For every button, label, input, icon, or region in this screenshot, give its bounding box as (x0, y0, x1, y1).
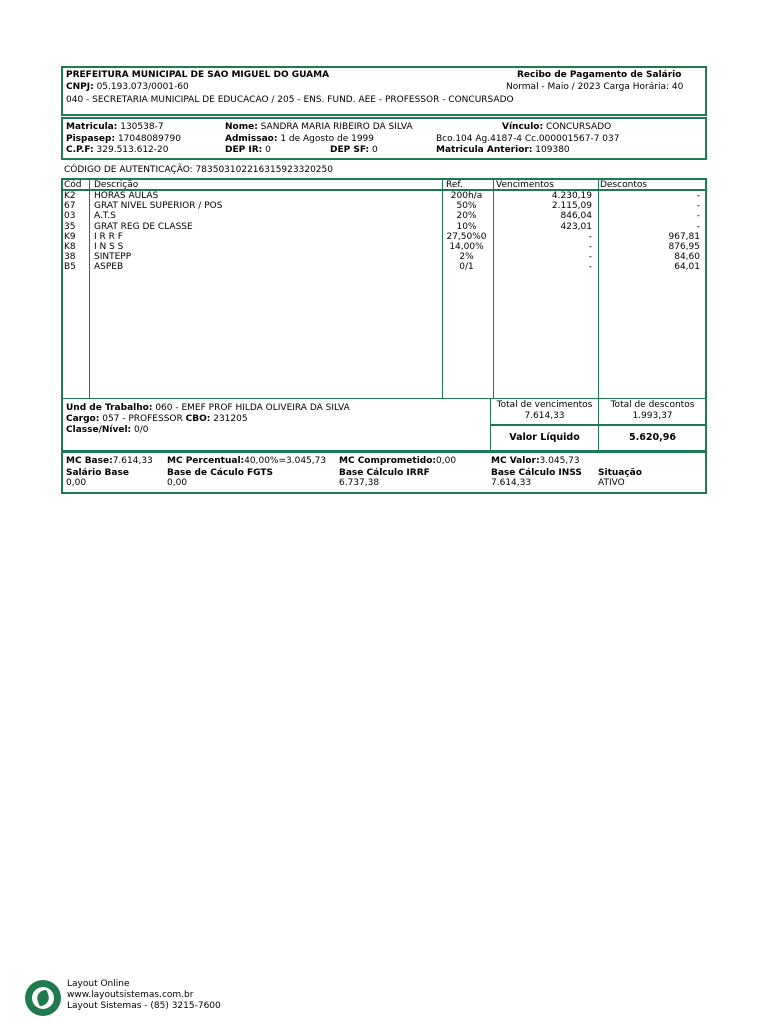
vinculo-label: Vínculo: (502, 122, 544, 132)
nome-value: SANDRA MARIA RIBEIRO DA SILVA (260, 122, 413, 132)
dep-ir-label: DEP IR: (225, 145, 263, 155)
row-desconto: 876,95 (668, 242, 700, 252)
header-desc: Descrição (94, 180, 139, 190)
row-venc: - (588, 242, 592, 252)
row-desconto: - (696, 211, 700, 221)
dep-ir (225, 145, 271, 156)
nome (225, 122, 413, 133)
base-inss-value: 7.614,33 (491, 478, 532, 488)
cbo-value: 231205 (213, 414, 248, 424)
row-desc: GRAT REG DE CLASSE (94, 222, 193, 232)
nome-label: Nome: (225, 122, 258, 132)
cargo (66, 414, 248, 425)
row-desconto: 84,60 (674, 252, 700, 262)
row-venc: - (588, 262, 592, 272)
header-cod: Cód (64, 180, 82, 190)
row-venc: 2.115,09 (551, 201, 592, 211)
mc-comprometido (339, 456, 456, 467)
mc-valor-label: MC Valor: (491, 456, 540, 466)
row-venc: 423,01 (560, 222, 592, 232)
base-fgts-label: Base de Cáculo FGTS (167, 468, 274, 478)
cpf-value: 329.513.612-20 (96, 145, 169, 155)
logo-inner (32, 987, 54, 1009)
header-desconto: Descontos (600, 180, 648, 190)
matricula-anterior-label: Matricula Anterior: (436, 145, 533, 155)
mc-percentual-value: 40,00%=3.045,73 (244, 456, 327, 466)
row-cod: K8 (64, 242, 76, 252)
row-cod: 35 (64, 222, 76, 232)
logo-leaf (35, 989, 51, 1006)
row-cod: K9 (64, 232, 76, 242)
mc-comprometido-label: MC Comprometido: (339, 456, 437, 466)
admissao (225, 134, 374, 145)
row-cod: 03 (64, 211, 76, 221)
salario-base-value: 0,00 (66, 478, 87, 488)
cnpj-value: 05.193.073/0001-60 (96, 82, 189, 92)
row-ref: 20% (456, 211, 477, 221)
footer-website: www.layoutsistemas.com.br (67, 990, 194, 1000)
und-trabalho (66, 403, 350, 414)
row-desconto: - (696, 222, 700, 232)
base-irrf-value: 6.737,38 (339, 478, 380, 488)
valor-liquido-value: 5.620,96 (629, 432, 676, 443)
row-ref: 50% (456, 201, 477, 211)
dep-sf (330, 145, 378, 156)
mc-valor-value: 3.045,73 (539, 456, 580, 466)
pispasep-label: Pispasep: (66, 134, 116, 144)
matricula-anterior (436, 145, 570, 156)
cbo-label: CBO: (185, 414, 211, 424)
dep-sf-label: DEP SF: (330, 145, 370, 155)
period: Normal - Maio / 2023 Carga Horária: 40 (506, 82, 684, 92)
cargo-value: 057 - PROFESSOR (102, 414, 183, 424)
admissao-label: Admissao: (225, 134, 278, 144)
dep-sf-value: 0 (371, 145, 378, 155)
row-desconto: 64,01 (674, 262, 700, 272)
department: 040 - SECRETARIA MUNICIPAL DE EDUCACAO / 205 - ENS. FUND. AEE - PROFESSOR - CONCURSADO (66, 95, 514, 105)
mc-percentual (167, 456, 326, 467)
pispasep (66, 134, 181, 145)
bank-account: Bco.104 Ag.4187-4 Cc.000001567-7 037 (436, 134, 620, 144)
org-name: PREFEITURA MUNICIPAL DE SAO MIGUEL DO GUAMA (66, 70, 330, 80)
row-desc: HORAS AULAS (94, 191, 159, 201)
row-venc: - (588, 232, 592, 242)
total-descontos-value: 1.993,37 (632, 411, 673, 421)
row-cod: K2 (64, 191, 76, 201)
matricula-value: 130538-7 (120, 122, 164, 132)
row-ref: 27,50%0 (446, 232, 487, 242)
matricula (66, 122, 164, 133)
doc-title: Recibo de Pagamento de Salário (517, 70, 682, 80)
layout-sistemas-logo-icon (25, 980, 61, 1016)
salario-base-label: Salário Base (66, 468, 129, 478)
footer-line-1: Layout Online (67, 979, 130, 989)
row-desconto: - (696, 201, 700, 211)
total-vencimentos-value: 7.614,33 (524, 411, 565, 421)
pispasep-value: 17048089790 (117, 134, 181, 144)
row-cod: 67 (64, 201, 76, 211)
mc-base (66, 456, 153, 467)
auth-code: CÓDIGO DE AUTENTICAÇÃO: 783503102216315923320250 (64, 165, 333, 175)
classe-nivel-value: 0/0 (134, 425, 149, 435)
row-desconto: - (696, 191, 700, 201)
mc-valor (491, 456, 580, 467)
row-venc: 846,04 (560, 211, 592, 221)
matricula-label: Matricula: (66, 122, 118, 132)
row-ref: 0/1 (459, 262, 474, 272)
und-trabalho-value: 060 - EMEF PROF HILDA OLIVEIRA DA SILVA (155, 403, 350, 413)
situacao-value: ATIVO (598, 478, 625, 488)
row-ref: 10% (456, 222, 477, 232)
mc-percentual-label: MC Percentual: (167, 456, 245, 466)
totals-divider (490, 424, 706, 426)
row-desc: ASPEB (94, 262, 124, 272)
dep-ir-value: 0 (265, 145, 271, 155)
situacao-label: Situação (598, 468, 642, 478)
cnpj (66, 82, 189, 93)
total-vencimentos-label: Total de vencimentos (496, 400, 593, 410)
row-ref: 14,00% (449, 242, 484, 252)
vinculo (502, 122, 611, 133)
row-ref: 2% (459, 252, 474, 262)
cargo-label: Cargo: (66, 414, 100, 424)
valor-liquido-label: Valor Líquido (509, 432, 580, 443)
base-fgts-value: 0,00 (167, 478, 188, 488)
row-cod: B5 (64, 262, 76, 272)
mc-comprometido-value: 0,00 (436, 456, 457, 466)
cnpj-label: CNPJ: (66, 82, 94, 92)
total-descontos-label: Total de descontos (610, 400, 695, 410)
header-ref: Ref. (446, 180, 463, 190)
row-desconto: 967,81 (668, 232, 700, 242)
classe-nivel-label: Classe/Nível: (66, 425, 132, 435)
admissao-value: 1 de Agosto de 1999 (280, 134, 375, 144)
row-desc: SINTEPP (94, 252, 132, 262)
row-ref: 200h/a (450, 191, 483, 201)
row-desc: I N S S (94, 242, 124, 252)
und-trabalho-label: Und de Trabalho: (66, 403, 153, 413)
row-desc: GRAT NIVEL SUPERIOR / POS (94, 201, 223, 211)
table-body-bottom (61, 398, 707, 399)
cpf-label: C.P.F: (66, 145, 94, 155)
mc-base-label: MC Base: (66, 456, 113, 466)
col-divider-cod (89, 179, 90, 399)
base-irrf-label: Base Cálculo IRRF (339, 468, 430, 478)
base-inss-label: Base Cálculo INSS (491, 468, 582, 478)
row-cod: 38 (64, 252, 76, 262)
mc-base-value: 7.614,33 (112, 456, 153, 466)
row-desc: A.T.S (94, 211, 116, 221)
row-venc: - (588, 252, 592, 262)
vinculo-value: CONCURSADO (545, 122, 612, 132)
cpf (66, 145, 169, 156)
row-venc: 4.230,19 (551, 191, 592, 201)
classe-nivel (66, 425, 149, 436)
row-desc: I R R F (94, 232, 123, 242)
header-venc: Vencimentos (496, 180, 554, 190)
matricula-anterior-value: 109380 (535, 145, 570, 155)
footer-contact: Layout Sistemas - (85) 3215-7600 (67, 1001, 221, 1011)
